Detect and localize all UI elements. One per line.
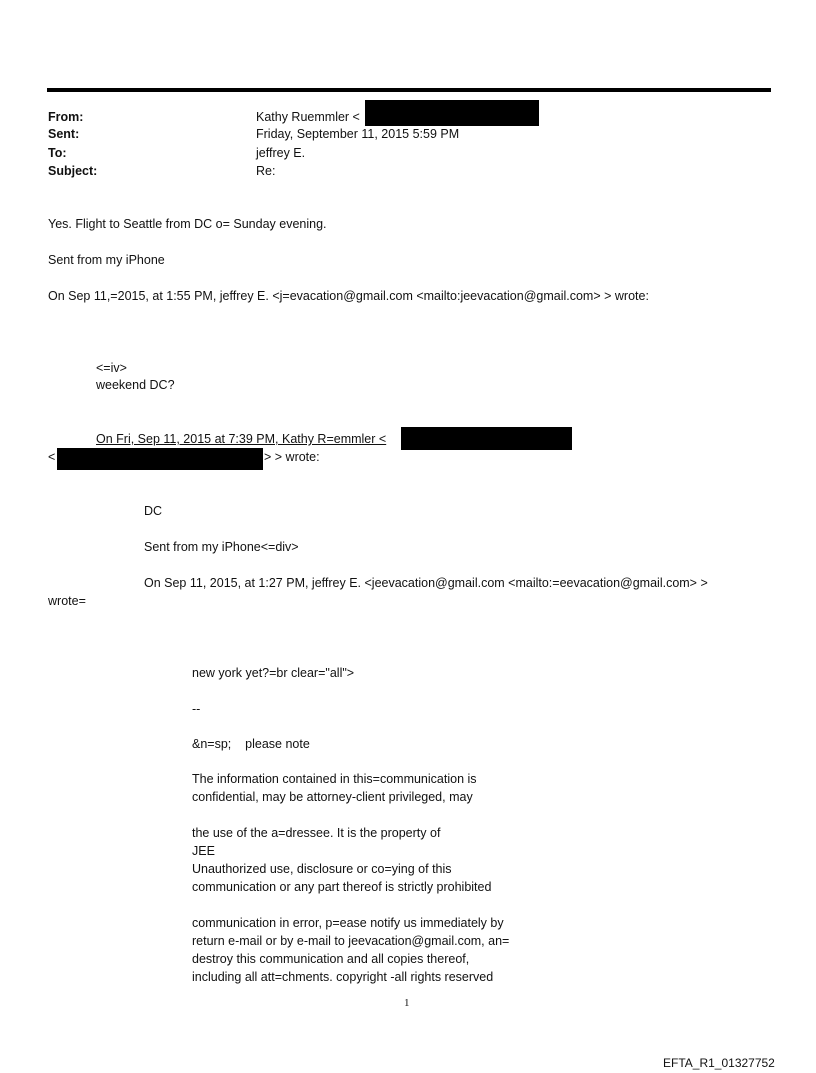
- quote-line: wrote=: [48, 594, 86, 608]
- subject-value: Re:: [256, 164, 276, 178]
- page-number: 1: [404, 997, 410, 1009]
- quote-line: <=iv>: [96, 361, 127, 375]
- quote-line: > > wrote:: [264, 450, 320, 464]
- disclaimer-line: return e-mail or by e-mail to jeevacation@gmail.com, an=: [192, 934, 510, 948]
- disclaimer-line: JEE: [192, 844, 215, 858]
- header-rule: [47, 88, 771, 92]
- sent-value: Friday, September 11, 2015 5:59 PM: [256, 127, 460, 141]
- body-line: Sent from my iPhone: [48, 253, 165, 267]
- body-line: On Sep 11,=2015, at 1:55 PM, jeffrey E. <j=evacation@gmail.com <mailto:jeevacation@gmail.com> > wrote:: [48, 289, 649, 303]
- quote-line: --: [192, 702, 201, 716]
- quote-line: On Sep 11, 2015, at 1:27 PM, jeffrey E. <jeevacation@gmail.com <mailto:=eevacation@gmail.com> >: [144, 576, 708, 590]
- subject-label: Subject:: [48, 164, 98, 178]
- disclaimer-line: communication in error, p=ease notify us immediately by: [192, 916, 504, 930]
- disclaimer-line: The information contained in this=communication is: [192, 772, 477, 786]
- disclaimer-line: destroy this communication and all copies thereof,: [192, 952, 470, 966]
- to-value: jeffrey E.: [256, 146, 306, 160]
- quote-line: DC: [144, 504, 163, 518]
- disclaimer-line: Unauthorized use, disclosure or co=ying of this: [192, 862, 452, 876]
- quote-line: Sent from my iPhone<=div>: [144, 540, 299, 554]
- disclaimer-line: the use of the a=dressee. It is the property of: [192, 826, 441, 840]
- body-line: Yes. Flight to Seattle from DC o= Sunday evening.: [48, 217, 327, 231]
- document-id: EFTA_R1_01327752: [663, 1056, 775, 1070]
- from-value: Kathy Ruemmler <: [256, 110, 360, 124]
- redaction-box: [57, 448, 263, 470]
- to-label: To:: [48, 146, 67, 160]
- sent-label: Sent:: [48, 127, 80, 141]
- redaction-box: [401, 427, 572, 450]
- quote-line: On Fri, Sep 11, 2015 at 7:39 PM, Kathy R=emmler <: [96, 432, 387, 446]
- quote-line: <: [48, 450, 56, 464]
- disclaimer-line: including all att=chments. copyright -all rights reserved: [192, 970, 494, 984]
- disclaimer-line: communication or any part thereof is strictly prohibited: [192, 880, 492, 894]
- quote-line: weekend DC?: [96, 378, 175, 392]
- from-label: From:: [48, 110, 84, 124]
- redaction-box: [365, 100, 539, 126]
- disclaimer-line: confidential, may be attorney-client privileged, may: [192, 790, 473, 804]
- quote-line: &n=sp; please note: [192, 737, 310, 751]
- quote-line: new york yet?=br clear="all">: [192, 666, 355, 680]
